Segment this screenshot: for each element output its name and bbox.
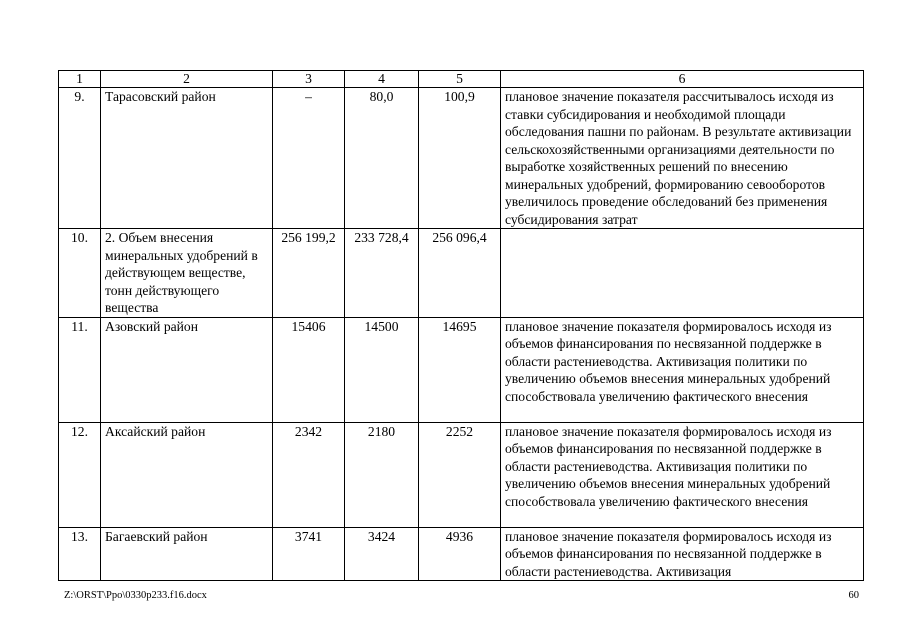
row-number: 11. — [59, 317, 101, 422]
row-name: Аксайский район — [101, 422, 273, 527]
row-value-4: 2180 — [345, 422, 419, 527]
footer-file-path: Z:\ORST\Ppo\0330p233.f16.docx — [64, 590, 207, 601]
row-value-3: 3741 — [273, 527, 345, 581]
table-row — [59, 527, 864, 581]
table-row — [59, 422, 864, 527]
row-number: 12. — [59, 422, 101, 527]
row-value-5: 256 096,4 — [419, 229, 501, 318]
row-value-4: 233 728,4 — [345, 229, 419, 318]
row-note — [501, 229, 864, 318]
row-name: 2. Объем внесения минеральных удобрений в действующем веществе, тонн действующего вещества — [101, 229, 273, 318]
table-row — [59, 88, 864, 229]
header-col-4: 4 — [345, 71, 419, 88]
table-header-row — [59, 71, 864, 88]
data-table — [58, 70, 864, 581]
row-value-4: 14500 — [345, 317, 419, 422]
row-number: 10. — [59, 229, 101, 318]
row-value-3: 15406 — [273, 317, 345, 422]
header-col-5: 5 — [419, 71, 501, 88]
row-name: Азовский район — [101, 317, 273, 422]
row-note: плановое значение показателя рассчитывалось исходя из ставки субсидирования и необходимой площади обследования пашни по районам. В результате активизации сельскохозяйственными организациями деятельности по выработке хозяйственных решений по внесению минеральных удобрений, формированию севооборотов увеличилось проведение обследований без применения субсидирования затрат — [501, 88, 864, 229]
header-col-6: 6 — [501, 71, 864, 88]
row-name: Багаевский район — [101, 527, 273, 581]
row-value-3: 256 199,2 — [273, 229, 345, 318]
header-col-1: 1 — [59, 71, 101, 88]
row-value-4: 80,0 — [345, 88, 419, 229]
table-row — [59, 229, 864, 318]
row-value-4: 3424 — [345, 527, 419, 581]
row-value-5: 4936 — [419, 527, 501, 581]
row-note: плановое значение показателя формировалось исходя из объемов финансирования по несвязанной поддержке в области растениеводства. Активизация политики по увеличению объемов внесения минеральных удобрений способствовала увеличению фактического внесения — [501, 317, 864, 422]
row-value-5: 100,9 — [419, 88, 501, 229]
row-value-3: 2342 — [273, 422, 345, 527]
footer-page-number: 60 — [848, 590, 859, 601]
table-row — [59, 317, 864, 422]
row-value-5: 14695 — [419, 317, 501, 422]
header-col-3: 3 — [273, 71, 345, 88]
header-col-2: 2 — [101, 71, 273, 88]
row-note: плановое значение показателя формировалось исходя из объемов финансирования по несвязанной поддержке в области растениеводства. Активизация политики по увеличению объемов внесения минеральных удобрений способствовала увеличению фактического внесения — [501, 422, 864, 527]
row-value-5: 2252 — [419, 422, 501, 527]
row-number: 13. — [59, 527, 101, 581]
row-value-3: – — [273, 88, 345, 229]
row-name: Тарасовский район — [101, 88, 273, 229]
row-note: плановое значение показателя формировалось исходя из объемов финансирования по несвязанной поддержке в области растениеводства. Активизация — [501, 527, 864, 581]
row-number: 9. — [59, 88, 101, 229]
